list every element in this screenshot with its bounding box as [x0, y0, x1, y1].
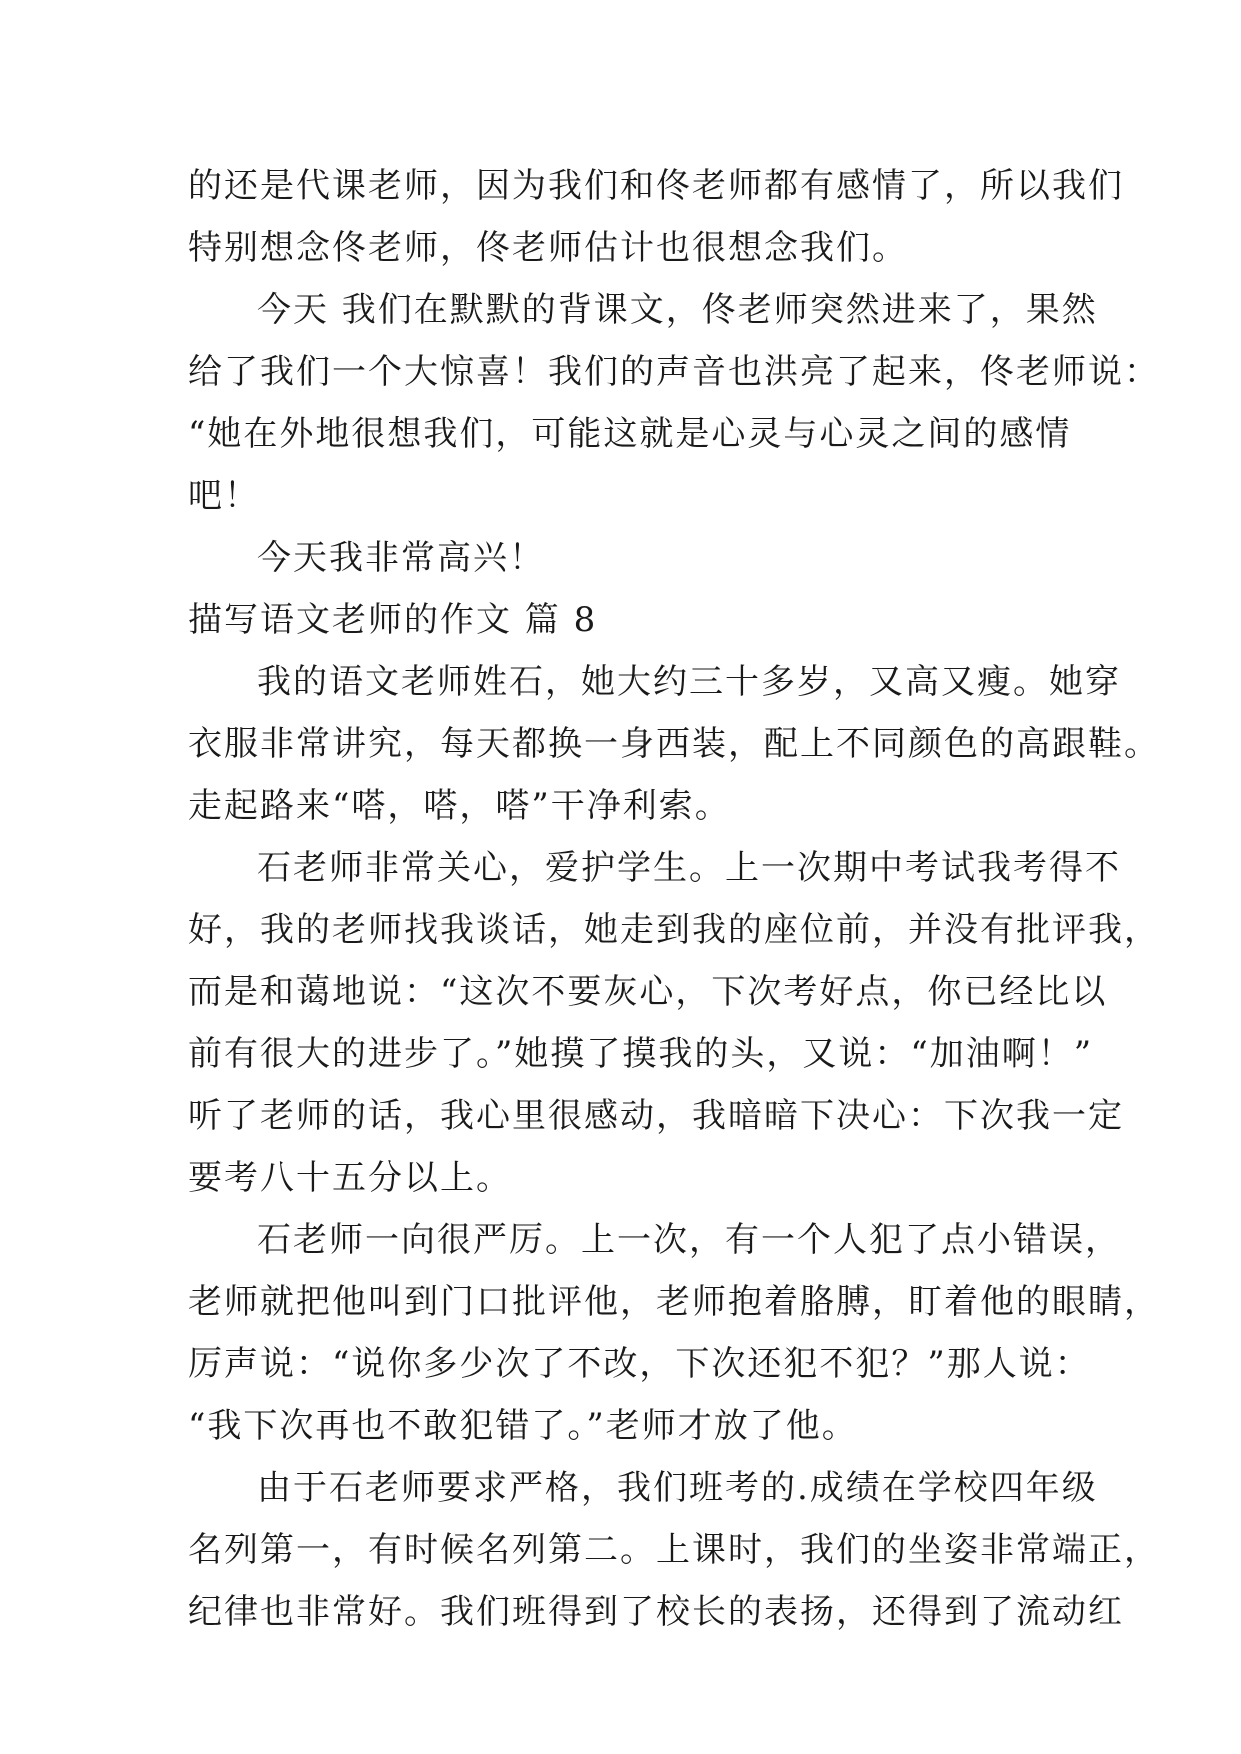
text-line: 纪律也非常好。我们班得到了校长的表扬，还得到了流动红	[188, 1592, 1124, 1632]
text-line: 石老师一向很严厉。上一次，有一个人犯了点小错误，	[257, 1220, 1121, 1260]
text-line: “她在外地很想我们，可能这就是心灵与心灵之间的感情	[188, 414, 1072, 454]
text-line: 而是和蔼地说：“这次不要灰心，下次考好点，你已经比以	[188, 972, 1108, 1012]
text-line: 我的语文老师姓石，她大约三十多岁，又高又瘦。她穿	[257, 662, 1121, 702]
document-body	[188, 155, 1160, 1643]
section-heading: 描写语文老师的作文 篇 8	[188, 600, 598, 640]
text-line: 走起路来“嗒，嗒，嗒”干净利索。	[188, 786, 731, 826]
text-line: 的还是代课老师，因为我们和佟老师都有感情了，所以我们	[188, 166, 1124, 206]
text-line: 厉声说：“说你多少次了不改，下次还犯不犯？”那人说：	[188, 1344, 1091, 1384]
text-line: 给了我们一个大惊喜！我们的声音也洪亮了起来，佟老师说：	[188, 352, 1160, 392]
text-line: 今天 我们在默默的背课文，佟老师突然进来了，果然	[257, 290, 1098, 330]
text-line: 老师就把他叫到门口批评他，老师抱着胳膊，盯着他的眼睛，	[188, 1282, 1160, 1322]
text-line: 吧！	[188, 476, 260, 516]
text-line: 前有很大的进步了。”她摸了摸我的头，又说：“加油啊！”	[188, 1034, 1094, 1074]
text-line: 要考八十五分以上。	[188, 1158, 512, 1198]
text-line: 由于石老师要求严格，我们班考的.成绩在学校四年级	[257, 1468, 1098, 1508]
text-line: 石老师非常关心，爱护学生。上一次期中考试我考得不	[257, 848, 1121, 888]
text-line: 特别想念佟老师，佟老师估计也很想念我们。	[188, 228, 908, 268]
text-line: 名列第一，有时候名列第二。上课时，我们的坐姿非常端正，	[188, 1530, 1160, 1570]
text-line: 好，我的老师找我谈话，她走到我的座位前，并没有批评我，	[188, 910, 1160, 950]
text-line: 听了老师的话，我心里很感动，我暗暗下决心：下次我一定	[188, 1096, 1124, 1136]
text-line: “我下次再也不敢犯错了。”老师才放了他。	[188, 1406, 858, 1446]
text-line: 衣服非常讲究，每天都换一身西装，配上不同颜色的高跟鞋。	[188, 724, 1160, 764]
text-line: 今天我非常高兴！	[257, 538, 545, 578]
